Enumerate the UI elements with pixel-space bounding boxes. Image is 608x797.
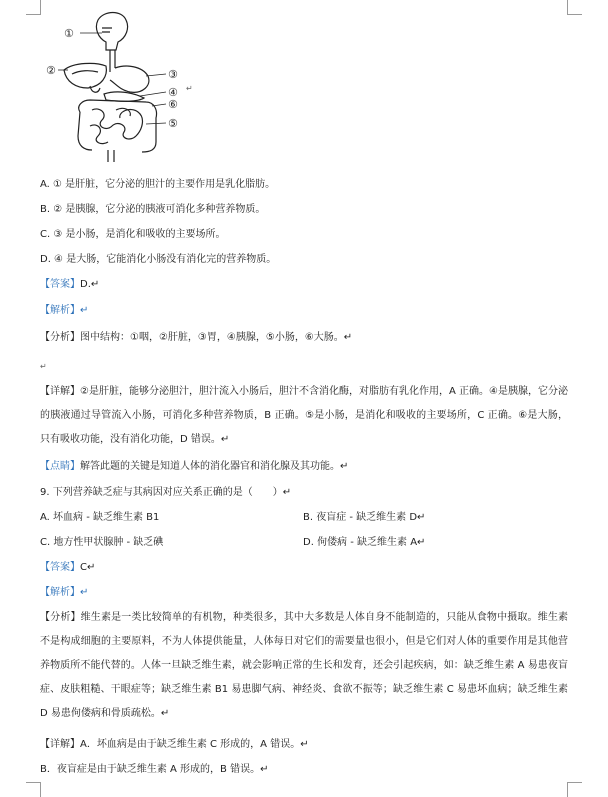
xiangjie-tag: 【详解】	[40, 386, 81, 397]
dianjing-tag: 【点睛】	[40, 461, 80, 472]
paragraph-mark: ↵	[186, 84, 193, 93]
q8-xiangjie	[40, 380, 568, 452]
q9-fenxi	[40, 606, 568, 726]
fenxi-text: 图中结构：①咽，②肝脏，③胃，④胰腺，⑤小肠，⑥大肠。↵	[80, 332, 353, 343]
q9-xiangjie-a	[40, 738, 309, 752]
page-corner-mark	[567, 782, 582, 797]
q9-option-c: C. 地方性甲状腺肿 - 缺乏碘	[40, 537, 164, 548]
q9-stem: 9. 下列营养缺乏症与其病因对应关系正确的是（ ）↵	[40, 487, 292, 498]
fenxi-tag: 【分析】	[40, 332, 80, 343]
digestive-system-figure	[46, 6, 206, 166]
answer-value: C↵	[80, 562, 96, 573]
xiangjie-text-a: A．坏血病是由于缺乏维生素 C 形成的，A 错误。↵	[80, 739, 309, 750]
digestive-system-drawing	[46, 6, 206, 166]
q8-analysis-heading	[40, 304, 88, 318]
q8-option-a: A. ① 是肝脏，它分泌的胆汁的主要作用是乳化脂肪。	[40, 179, 276, 190]
q8-dianjing	[40, 460, 348, 474]
fenxi-text: 维生素是一类比较简单的有机物，种类很多，其中大多数是人体自身不能制造的，只能从食物中摄取。维生素不是构成细胞的主要原料，不为人体提供能量，人体每日对它们的需要量也很小，但是它们对人体的重要作用是其他营养物质所不能代替的。人体一旦缺乏维生素，就会影响正常的生长和发育，还会引起疾病，如：缺乏维生素 A 易患夜盲症、皮肤粗糙、干眼症等；缺乏维生素 B1 易患脚气病、神经炎、食欲不振等；缺乏维生素 C 易患坏血病；缺乏维生素 D 易患佝偻病和骨质疏松。↵	[40, 612, 569, 719]
q8-answer	[40, 278, 99, 292]
analysis-tag: 【解析】↵	[40, 587, 89, 598]
answer-tag: 【答案】	[40, 562, 80, 573]
q9-answer	[40, 561, 95, 575]
q9-option-d: D. 佝偻病 - 缺乏维生素 A↵	[303, 537, 426, 548]
figure-label-5: ⑤	[168, 117, 178, 130]
figure-label-2: ②	[46, 64, 56, 77]
answer-tag: 【答案】	[40, 279, 80, 290]
q8-fenxi	[40, 331, 352, 345]
figure-label-4: ④	[168, 86, 178, 99]
q9-xiangjie-b: B．夜盲症是由于缺乏维生素 A 形成的，B 错误。↵	[40, 764, 269, 775]
q8-option-c: C. ③ 是小肠，是消化和吸收的主要场所。	[40, 229, 226, 240]
analysis-tag: 【解析】↵	[40, 305, 89, 316]
blank-line: ↵	[40, 362, 47, 371]
figure-label-1: ①	[64, 27, 74, 40]
xiangjie-tag: 【详解】	[40, 739, 80, 750]
figure-label-3: ③	[168, 68, 178, 81]
answer-value: D.↵	[80, 279, 100, 290]
figure-label-6: ⑥	[168, 98, 178, 111]
page-corner-mark	[567, 0, 582, 15]
q8-option-d: D. ④ 是大肠，它能消化小肠没有消化完的营养物质。	[40, 254, 277, 265]
page-corner-mark	[26, 782, 41, 797]
q8-option-b: B. ② 是胰腺，它分泌的胰液可消化多种营养物质。	[40, 204, 266, 215]
xiangjie-text: ②是肝脏，能够分泌胆汁，胆汁流入小肠后，胆汁不含消化酶，对脂肪有乳化作用，A 正确。④是胰腺，它分泌的胰液通过导管流入小肠，可消化多种营养物质，B 正确。⑤是小肠，是消化和吸收的主要场所，C 正确。⑥是大肠，只有吸收功能，没有消化功能，D 错误。↵	[40, 386, 569, 445]
fenxi-tag: 【分析】	[40, 612, 81, 623]
q9-option-a: A. 坏血病 - 缺乏维生素 B1	[40, 512, 160, 523]
page-corner-mark	[26, 0, 41, 15]
dianjing-text: 解答此题的关键是知道人体的消化器官和消化腺及其功能。↵	[80, 461, 349, 472]
q9-option-b: B. 夜盲症 - 缺乏维生素 D↵	[303, 512, 426, 523]
q9-analysis-heading	[40, 586, 88, 600]
